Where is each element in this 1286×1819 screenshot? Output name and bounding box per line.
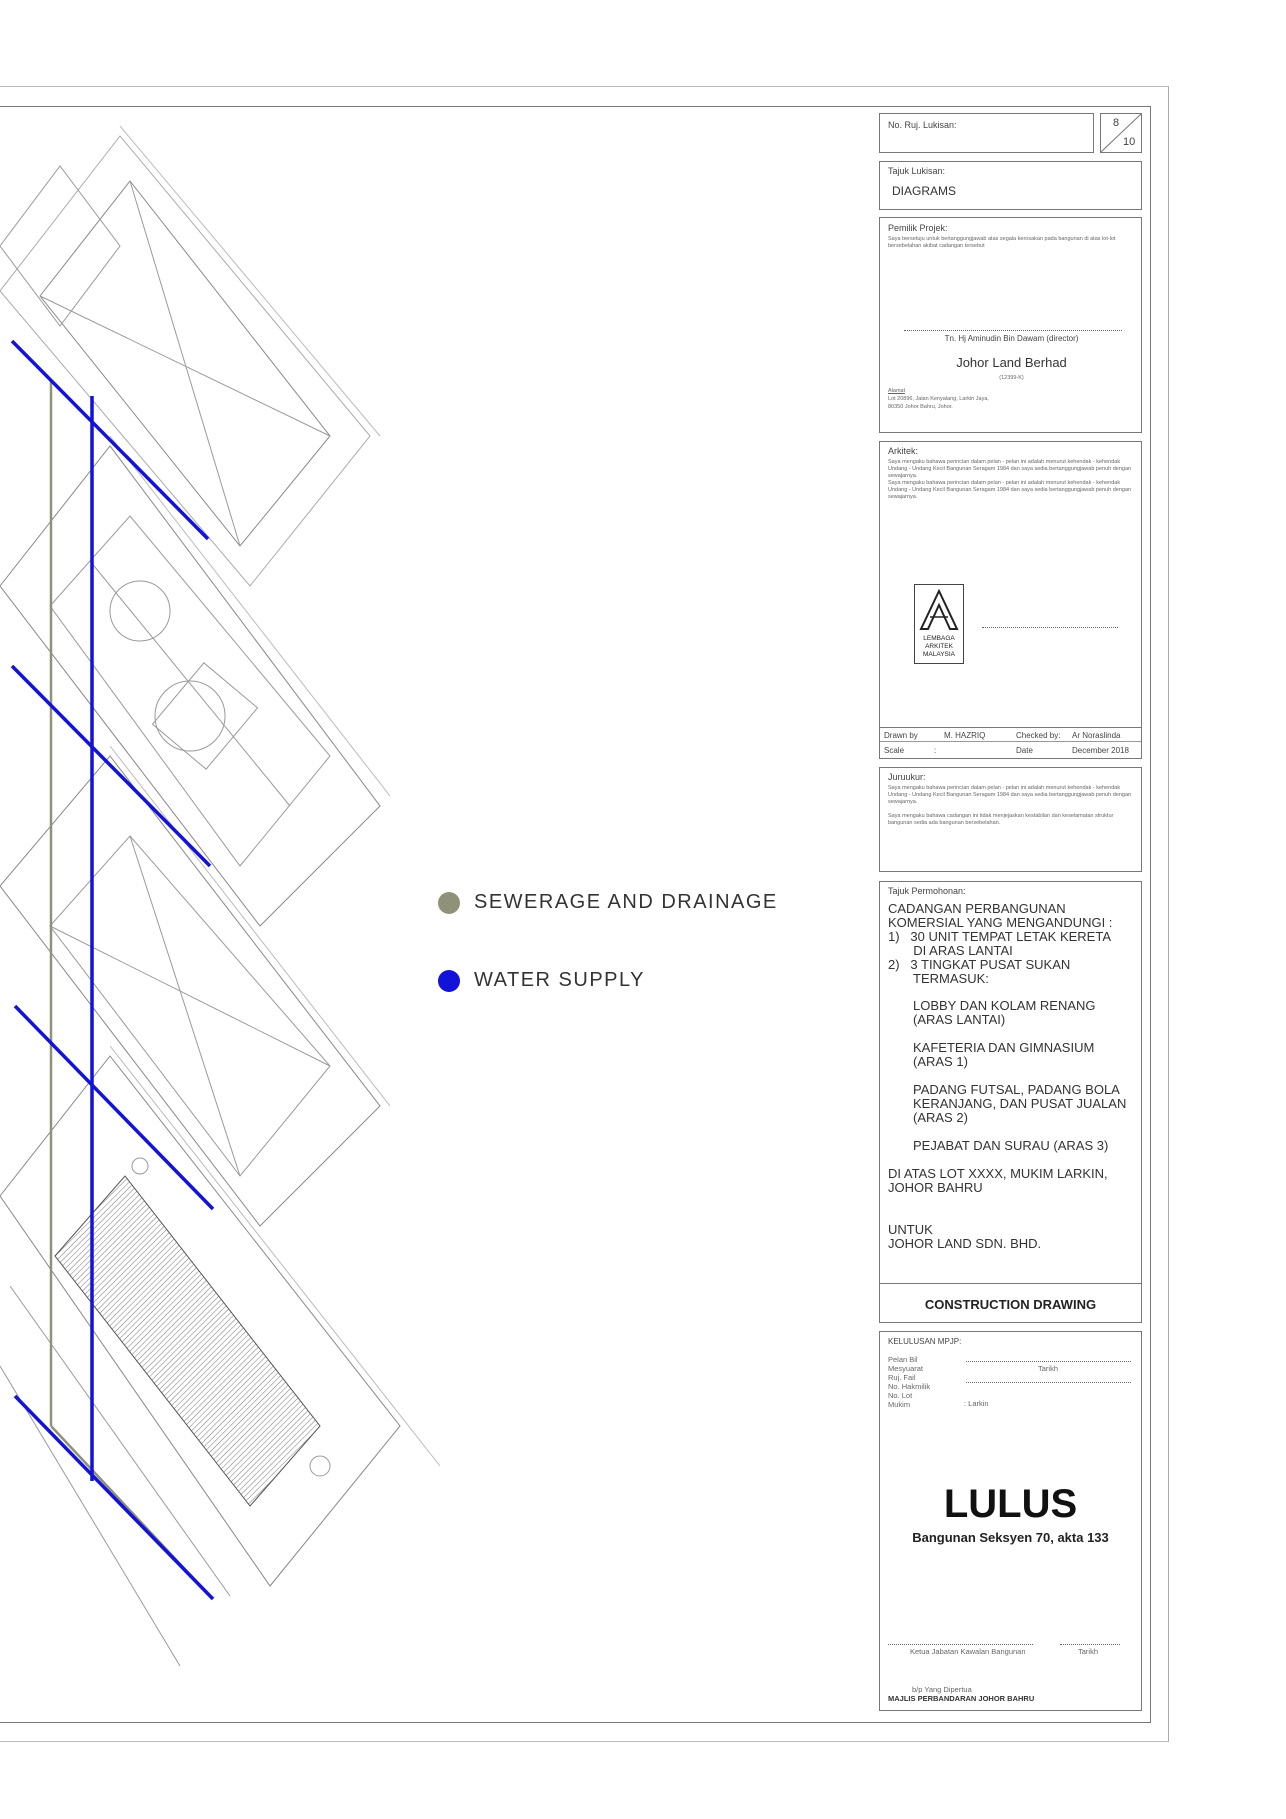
application-sub-line: PADANG FUTSAL, PADANG BOLA — [913, 1082, 1120, 1097]
application-title-label: Tajuk Permohonan: — [888, 886, 966, 896]
project-owner-box — [879, 217, 1142, 433]
construction-drawing-label: CONSTRUCTION DRAWING — [924, 1297, 1097, 1312]
drawn-by-label: Drawn by — [884, 731, 918, 740]
application-sub-line: (ARAS LANTAI) — [913, 1012, 1006, 1027]
approval-label: KELULUSAN MPJP: — [888, 1337, 962, 1346]
building-plan-level-2 — [0, 446, 380, 926]
signature-line-right — [1060, 1644, 1120, 1645]
application-sub-line: (ARAS 2) — [913, 1110, 968, 1125]
lam-logo — [914, 584, 964, 664]
legend-item-water-supply — [438, 969, 645, 992]
approval-dotted-line — [966, 1382, 1131, 1383]
address-line-2: 80350 Johor Bahru, Johor. — [888, 404, 953, 410]
owner-signatory: Tn. Hj Aminudin Bin Dawam (director) — [944, 334, 1079, 343]
sewerage-legend-swatch — [438, 892, 460, 914]
application-location: DI ATAS LOT XXXX, MUKIM LARKIN, — [888, 1166, 1108, 1181]
footer-line-2: MAJLIS PERBANDARAN JOHOR BAHRU — [888, 1694, 1035, 1703]
sign-right-label: Tarikh — [1078, 1647, 1099, 1656]
architect-meta-divider — [880, 727, 1141, 728]
application-location: JOHOR BAHRU — [888, 1180, 983, 1195]
surveyor-statement-2: Saya mengaku bahawa cadangan ini tidak menjejaskan kestabilan dan keselamatan struktur bangunan sedia ada bangunan bersebelahan. — [888, 813, 1114, 826]
scale-label: Scale — [884, 746, 905, 755]
checked-by-value: Ar Noraslinda — [1072, 731, 1121, 740]
sheet-number-box — [1100, 113, 1142, 153]
scale-value: : — [934, 746, 937, 755]
approval-field-label: Ruj. Fail — [888, 1373, 916, 1382]
construction-drawing-box — [879, 1283, 1142, 1323]
architect-statement-1: Saya mengaku bahawa perincian dalam pelan - pelan ini adalah menurut kehendak - kehendak Undang - Undang Kecil Bangunan Seragam 1984 dan saya sedia bertanggungjawab penuh dengan sewajarnya. — [888, 459, 1132, 479]
owner-company: Johor Land Berhad — [956, 355, 1067, 370]
architect-signature-line — [982, 627, 1118, 628]
approval-field-label: Pelan Bil — [888, 1355, 918, 1364]
legend-label-sewerage: SEWERAGE AND DRAINAGE — [474, 891, 778, 913]
building-plan-level-3 — [0, 756, 380, 1226]
drawing-title-box — [879, 161, 1142, 210]
drawing-number-label: No. Ruj. Lukisan: — [888, 120, 957, 130]
approval-field-label: Mesyuarat — [888, 1364, 924, 1373]
owner-label: Pemilik Projek: — [888, 223, 948, 233]
water-supply-legend-swatch — [438, 970, 460, 992]
approval-box — [879, 1331, 1142, 1711]
application-for: JOHOR LAND SDN. BHD. — [888, 1236, 1042, 1251]
application-line: CADANGAN PERBANGUNAN — [888, 901, 1066, 916]
surveyor-label: Juruukur: — [888, 772, 926, 782]
address-line-1: Lot 20896, Jalan Kenyalang, Larkin Jaya, — [888, 396, 989, 402]
application-line: 1) 30 UNIT TEMPAT LETAK KERETA — [888, 929, 1111, 944]
drawing-title: DIAGRAMS — [892, 184, 957, 198]
approved-subtitle: Bangunan Seksyen 70, akta 133 — [912, 1530, 1109, 1545]
sheet-total: 10 — [1123, 136, 1136, 148]
approval-field-label: Mukim — [888, 1400, 911, 1409]
surveyor-box — [879, 767, 1142, 872]
owner-signature-line — [904, 330, 1122, 331]
owner-statement: Saya bersetuju untuk bertanggungjawab atas segala kerosakan pada bangunan di atas lot-lot bersebelahan akibat cadangan tersebut — [888, 236, 1116, 249]
application-for: UNTUK — [888, 1222, 933, 1237]
date-label: Date — [1016, 746, 1033, 755]
application-line: DI ARAS LANTAI — [888, 943, 1013, 958]
application-sub-line: (ARAS 1) — [913, 1054, 968, 1069]
drawn-by-value: M. HAZRIQ — [944, 731, 986, 740]
site-plan-drawing — [0, 106, 440, 1721]
architect-meta-divider-2 — [880, 741, 1141, 742]
approval-dotted-line — [966, 1361, 1131, 1362]
legend-item-sewerage — [438, 891, 778, 914]
application-line: KOMERSIAL YANG MENGANDUNGI : — [888, 915, 1113, 930]
application-sub-line: KERANJANG, DAN PUSAT JUALAN — [913, 1096, 1127, 1111]
application-line: 2) 3 TINGKAT PUSAT SUKAN — [888, 957, 1071, 972]
approval-field-label: No. Hakmilik — [888, 1382, 931, 1391]
architect-label: Arkitek: — [888, 446, 919, 456]
architect-statement-2: Saya mengaku bahawa perincian dalam pelan - pelan ini adalah menurut kehendak - kehendak Undang - Undang Kecil Bangunan Seragam 1984 dan saya sedia bertanggungjawab penuh dengan sewajarnya. — [888, 480, 1132, 500]
footer-line-1: b/p Yang Dipertua — [912, 1685, 972, 1694]
application-description — [888, 902, 1138, 1251]
legend-label-water-supply: WATER SUPPLY — [474, 969, 645, 991]
date-value: December 2018 — [1072, 746, 1129, 755]
signature-line-left — [888, 1644, 1033, 1645]
approval-fields — [888, 1355, 930, 1409]
application-sub-line: PEJABAT DAN SURAU (ARAS 3) — [913, 1138, 1109, 1153]
approval-date-label: Tarikh — [1038, 1364, 1059, 1373]
application-title-box — [879, 881, 1142, 1287]
owner-registration: (12399-K) — [999, 375, 1024, 381]
drawing-title-label: Tajuk Lukisan: — [888, 166, 946, 176]
application-line: TERMASUK: — [888, 971, 989, 986]
lam-logo-text: LEMBAGA ARKITEK MALAYSIA — [922, 635, 956, 658]
approved-stamp: LULUS — [943, 1482, 1078, 1526]
sheet-number: 8 — [1113, 117, 1120, 129]
sign-left-label: Ketua Jabatan Kawalan Bangunan — [910, 1647, 1026, 1656]
drawing-number-box — [879, 113, 1094, 153]
approval-mukim-value: : Larkin — [964, 1399, 989, 1408]
surveyor-statement-1: Saya mengaku bahawa perincian dalam pelan - pelan ini adalah menurut kehendak - kehendak Undang - Undang Kecil Bangunan Seragam 1984 dan saya sedia bertanggungjawab penuh dengan sewajarnya. — [888, 785, 1132, 805]
address-label: Alamat — [888, 388, 906, 394]
application-sub-line: KAFETERIA DAN GIMNASIUM — [913, 1040, 1095, 1055]
architect-box — [879, 441, 1142, 759]
application-sub-line: LOBBY DAN KOLAM RENANG — [913, 998, 1096, 1013]
checked-by-label: Checked by: — [1016, 731, 1061, 740]
approval-field-label: No. Lot — [888, 1391, 913, 1400]
lam-emblem-icon — [915, 589, 963, 634]
